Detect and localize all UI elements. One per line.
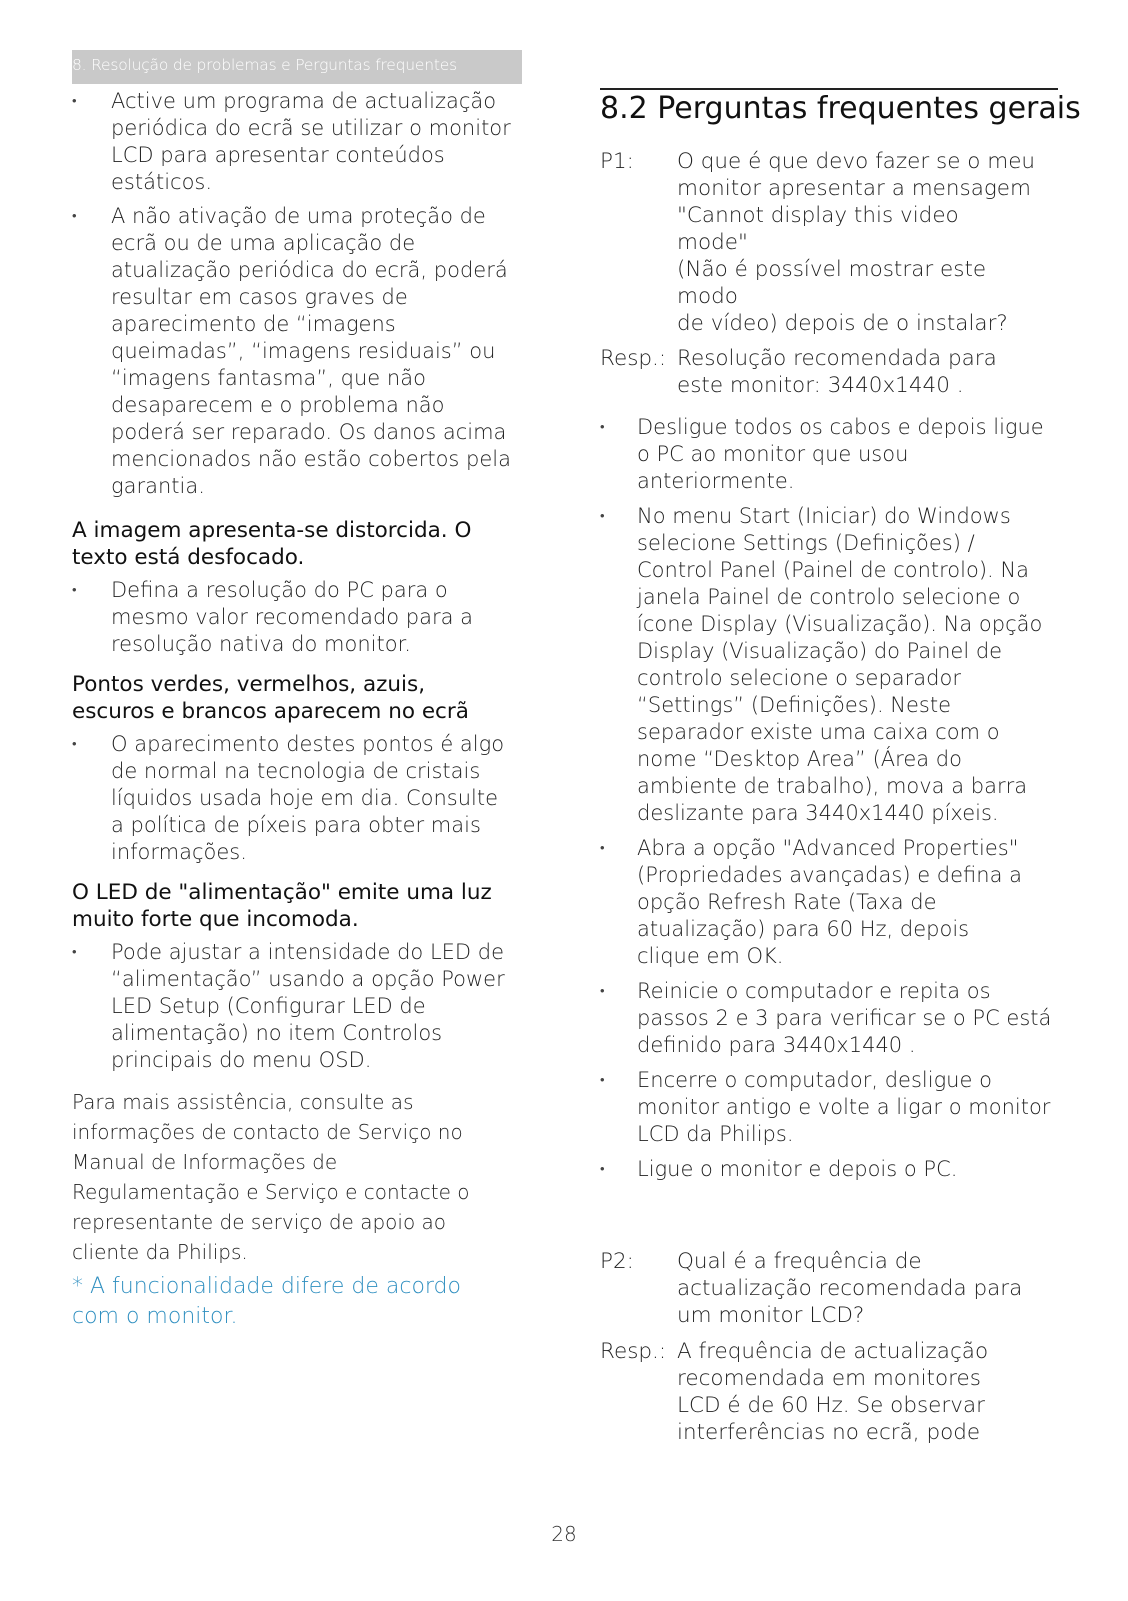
question-line: de vídeo) depois de o instalar?: [677, 311, 1008, 336]
list-item: • Reinicie o computador e repita os passos 2 e 3 para verificar se o PC está definido para 3440x1440 .: [600, 978, 1055, 1059]
list-item: • Ligue o monitor e depois o PC.: [600, 1156, 1055, 1183]
question-label: P2:: [600, 1249, 634, 1274]
list-item: • O aparecimento destes pontos é algo de normal na tecnologia de cristais líquidos usada hoje em dia. Consulte a política de píxeis para obter mais informações.: [72, 731, 512, 866]
answer-line: interferências no ecrã, pode: [677, 1420, 981, 1445]
answer-1: [600, 345, 1070, 399]
question-line: modo: [677, 284, 738, 309]
question-line: actualização recomendada para: [677, 1276, 1023, 1301]
answer-label: Resp.:: [600, 346, 667, 371]
page-number: 28: [551, 1522, 577, 1546]
answer-line: Resolução recomendada para: [677, 346, 997, 371]
list-item: • No menu Start (Iniciar) do Windows selecione Settings (Definições) / Control Panel (Painel de controlo). Na janela Painel de controlo selecione o ícone Display (Visualização). Na opção Display (Visualização) do Painel de controlo selecione o separador “Settings” (Definições). Neste separador existe uma caixa com o nome “Desktop Area” (Área do ambiente de trabalho), mova a barra deslizante para 3440x1440 píxeis.: [600, 503, 1055, 827]
chapter-label: 8. Resolução de problemas e Perguntas frequentes: [72, 56, 457, 74]
question-1: [600, 148, 1070, 337]
list-item: • Encerre o computador, desligue o monitor antigo e volte a ligar o monitor LCD da Philips.: [600, 1067, 1055, 1148]
footnote: * A funcionalidade difere de acordo com o monitor.: [72, 1274, 461, 1329]
answer-2: [600, 1338, 1070, 1446]
list-item: • Abra a opção "Advanced Properties" (Propriedades avançadas) e defina a opção Refresh Rate (Taxa de atualização) para 60 Hz, depois clique em OK.: [600, 835, 1055, 970]
section-title: 8.2 Perguntas frequentes gerais: [600, 91, 1081, 126]
question-line: O que é que devo fazer se o meu: [677, 149, 1036, 174]
question-line: mode": [677, 230, 748, 255]
problem-title-led: O LED de "alimentação" emite uma luz muito forte que incomoda.: [72, 880, 492, 932]
problem-title-distorted: A imagem apresenta-se distorcida. O texto está desfocado.: [72, 518, 472, 570]
question-line: monitor apresentar a mensagem: [677, 176, 1031, 201]
list-item: • Defina a resolução do PC para o mesmo valor recomendado para a resolução nativa do monitor.: [72, 577, 512, 658]
list-item: • Pode ajustar a intensidade do LED de “alimentação” usando a opção Power LED Setup (Configurar LED de alimentação) no item Controlos principais do menu OSD.: [72, 939, 512, 1074]
assistance-paragraph: Para mais assistência, consulte as informações de contacto de Serviço no Manual de Informações de Regulamentação e Serviço e contacte o representante de serviço de apoio ao cliente da Philips.: [72, 1090, 470, 1264]
top-bullet-list: [72, 88, 532, 500]
problem-bullets-distorted: [72, 577, 512, 658]
answer-label: Resp.:: [600, 1339, 667, 1364]
chapter-header-tab: [72, 50, 522, 84]
problem-bullets-led: [72, 939, 512, 1074]
answer-1-steps: [600, 414, 1055, 1183]
list-item: • A não ativação de uma proteção de ecrã ou de uma aplicação de atualização periódica do ecrã, poderá resultar em casos graves de aparecimento de “imagens queimadas”, “imagens residuais” ou “imagens fantasma”, que não desaparecem e o problema não poderá ser reparado. Os danos acima mencionados não estão cobertos pela garantia.: [72, 203, 532, 500]
question-line: "Cannot display this video: [677, 203, 959, 228]
problem-bullets-dots: [72, 731, 512, 866]
answer-line: LCD é de 60 Hz. Se observar: [677, 1393, 985, 1418]
question-line: Qual é a frequência de: [677, 1249, 922, 1274]
answer-line: este monitor: 3440x1440 .: [677, 373, 964, 398]
answer-line: recomendada em monitores: [677, 1366, 981, 1391]
question-2: [600, 1248, 1070, 1329]
question-line: um monitor LCD?: [677, 1303, 865, 1328]
question-line: (Não é possível mostrar este: [677, 257, 987, 282]
list-item: • Active um programa de actualização periódica do ecrã se utilizar o monitor LCD para apresentar conteúdos estáticos.: [72, 88, 532, 196]
question-label: P1:: [600, 149, 634, 174]
list-item: • Desligue todos os cabos e depois ligue o PC ao monitor que usou anteriormente.: [600, 414, 1055, 495]
problem-title-dots: Pontos verdes, vermelhos, azuis, escuros e brancos aparecem no ecrã: [72, 672, 469, 724]
answer-line: A frequência de actualização: [677, 1339, 989, 1364]
